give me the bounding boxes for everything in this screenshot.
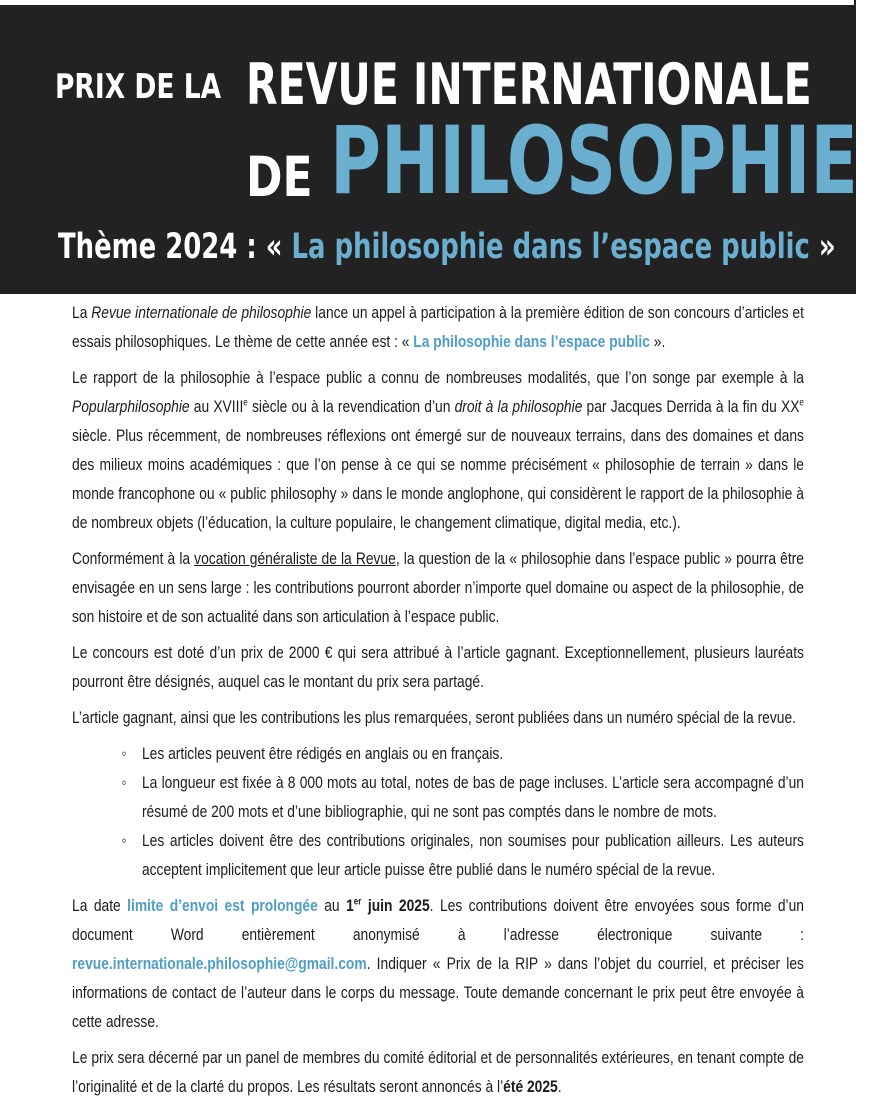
paragraph-deadline <box>72 891 804 1036</box>
title-philosophie: PHILOSOPHIE <box>330 107 858 216</box>
paragraph-jury <box>72 1043 804 1101</box>
text: La date <box>72 896 128 915</box>
popularphilosophie: Popularphilosophie <box>72 397 190 416</box>
list-item <box>122 826 804 884</box>
superscript: e <box>243 397 248 409</box>
text: Le rapport de la philosophie à l’espace public a connu de nombreuses modalités, que l’on songe par exemple à la <box>72 368 804 387</box>
theme-prefix: Thème 2024 : « <box>58 227 283 267</box>
text: . Les contributions doivent être envoyées sous forme d’un document Word entièrement anonymisé à l’adresse électronique suivante : <box>72 896 804 944</box>
announcement-body <box>72 298 804 1108</box>
rule-text: La longueur est fixée à 8 000 mots au total, notes de bas de page incluses. L’article sera accompagné d’un résumé de 200 mots et d’une bibliographie, qui ne sont pas comptés dans le nombre de mots. <box>141 773 804 821</box>
corner-mark <box>854 0 856 6</box>
rules-list <box>72 739 804 884</box>
deadline-extended: limite d’envoi est prolongée <box>127 896 318 915</box>
droit-a-la-philosophie: droit à la philosophie <box>454 397 583 416</box>
paragraph-scope <box>72 544 804 631</box>
deadline-date: juin 2025 <box>361 896 430 915</box>
paragraph-intro <box>72 298 804 356</box>
paragraph-prize: Le concours est doté d’un prix de 2000 € qui sera attribué à l’article gagnant. Exceptionnellement, plusieurs lauréats pourront être désignés, auquel cas le montant du prix sera partagé. <box>72 643 804 691</box>
email-link[interactable]: revue.internationale.philosophie@gmail.com <box>72 954 367 973</box>
bullet-icon: ◦ <box>121 831 127 850</box>
theme-text: La philosophie dans l’espace public <box>291 227 810 267</box>
list-item <box>122 739 804 768</box>
theme-highlight: La philosophie dans l’espace public <box>413 332 650 351</box>
bullet-icon: ◦ <box>121 744 127 763</box>
text: siècle ou à la revendication d’un <box>247 397 455 416</box>
text: au XVIII <box>189 397 244 416</box>
superscript: er <box>353 896 362 908</box>
rule-text: Les articles doivent être des contributions originales, non soumises pour publication ailleurs. Les auteurs acceptent implicitement que leur article puisse être publié dans le numéro spécial de la revue. <box>141 831 804 879</box>
text: . <box>557 1077 562 1096</box>
results-date: été 2025 <box>503 1077 558 1096</box>
paragraph-context <box>72 363 804 537</box>
text: siècle. Plus récemment, de nombreuses réflexions ont émergé sur de nouveaux terrains, dans des domaines et dans des milieux moins académiques : que l’on pense à ce qui se nomme précisément « philosophie de terrain » dans le monde francophone ou « public philosophy » dans le monde anglophone, qui considèrent le rapport de la philosophie à de nombreux objets (l’éducation, la culture populaire, le changement climatique, digital media, etc.). <box>72 426 804 532</box>
text: Le prix sera décerné par un panel de membres du comité éditorial et de personnalités extérieures, en tenant compte de l’originalité et de la clarté du propos. Les résultats seront annoncés à l’ <box>72 1048 804 1096</box>
paragraph-publication: L’article gagnant, ainsi que les contributions les plus remarquées, seront publiées dans un numéro spécial de la revue. <box>72 708 797 727</box>
text: lance un appel à participation à la première édition de son concours d’articles et essais philosophiques. Le thème de cette année est : « <box>72 303 804 351</box>
title-prefix: PRIX DE LA <box>55 67 222 107</box>
title-revue-internationale: REVUE INTERNATIONALE <box>246 52 812 118</box>
vocation-link[interactable]: vocation généraliste de la Revue <box>194 549 396 568</box>
text: par Jacques Derrida à la fin du XX <box>582 397 800 416</box>
text: Conformément à la <box>72 549 195 568</box>
rule-text: Les articles peuvent être rédigés en anglais ou en français. <box>141 744 504 763</box>
top-edge <box>0 0 856 5</box>
text: . Indiquer « Prix de la RIP » dans l’objet du courriel, et préciser les informations de contact de l’auteur dans le corps du message. Toute demande concernant le prix peut être envoyée à cette adresse. <box>72 954 804 1031</box>
theme-suffix: » <box>818 227 836 267</box>
bullet-icon: ◦ <box>121 773 127 792</box>
text: La <box>72 303 92 322</box>
deadline-day: 1 <box>346 896 354 915</box>
text: ». <box>649 332 666 351</box>
title-de: DE <box>246 145 313 209</box>
superscript: e <box>799 397 804 409</box>
revue-name: Revue internationale de philosophie <box>91 303 312 322</box>
text: au <box>317 896 347 915</box>
text: , la question de la « philosophie dans l’espace public » pourra être envisagée en un sens large : les contributions pourront aborder n’importe quel domaine ou aspect de la philosophie, de son histoire et de son actualité dans son articulation à l’espace public. <box>72 549 804 626</box>
theme-heading <box>58 227 836 267</box>
list-item <box>122 768 804 826</box>
